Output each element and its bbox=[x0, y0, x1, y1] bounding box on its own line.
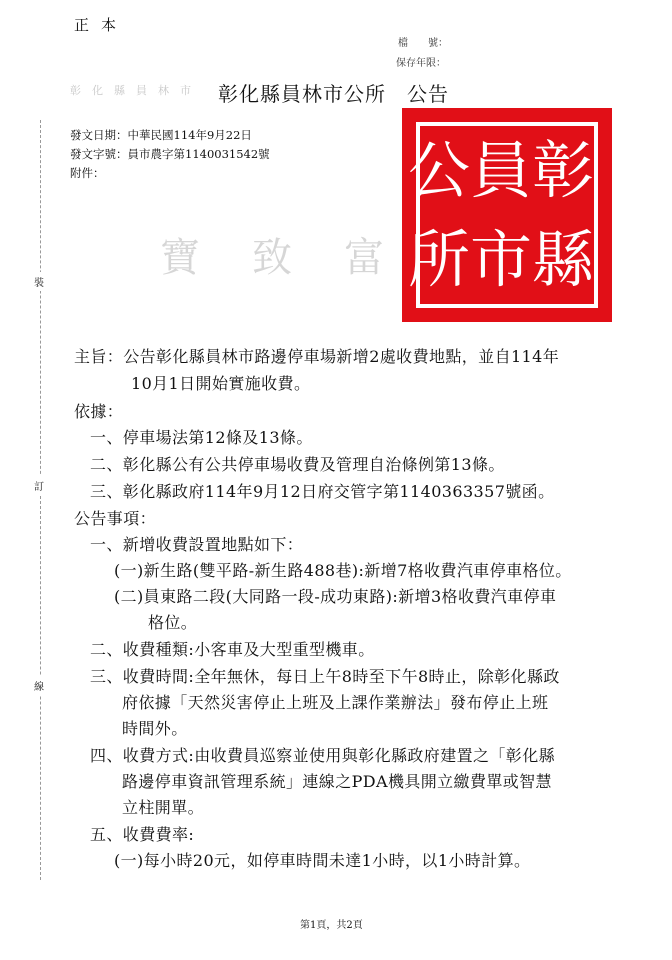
bleed-through-stamp: 寶 致 富 bbox=[160, 235, 390, 281]
margin-mark-xian: 線 bbox=[34, 676, 44, 695]
announcement-item: 五、收費費率: bbox=[90, 825, 195, 844]
announcement-item: 三、收費時間:全年無休，每日上午8時至下午8時止，除彰化縣政 bbox=[90, 667, 560, 686]
retention-label: 保存年限： bbox=[396, 58, 446, 69]
announcement-item: 路邊停車資訊管理系統」連線之PDA機具開立繳費單或智慧 bbox=[122, 772, 552, 791]
announcement-subitem: (一)每小時20元，如停車時間未達1小時，以1小時計算。 bbox=[114, 851, 531, 870]
basis-heading: 依據： bbox=[74, 402, 124, 421]
announcement-subitem: 格位。 bbox=[148, 613, 198, 632]
seal-char: 市 bbox=[469, 222, 532, 296]
subject-line: 10月1日開始實施收費。 bbox=[131, 374, 311, 393]
seal-char: 所 bbox=[407, 222, 470, 296]
issue-date: 發文日期：中華民國114年9月22日 bbox=[70, 128, 252, 142]
document-title: 彰化縣員林市公所 公告 bbox=[218, 82, 449, 106]
subject-line: 主旨：公告彰化縣員林市路邊停車場新增2處收費地點，並自114年 bbox=[74, 347, 560, 366]
copy-type-label: 正本 bbox=[74, 16, 129, 34]
announcement-item: 二、收費種類:小客車及大型重型機車。 bbox=[90, 640, 375, 659]
document-number: 發文字號：員市農字第1140031542號 bbox=[70, 147, 270, 161]
announcement-item: 四、收費方式:由收費員巡察並使用與彰化縣政府建置之「彰化縣 bbox=[90, 746, 555, 765]
attachment-label: 附件： bbox=[70, 166, 105, 180]
official-seal bbox=[402, 108, 612, 322]
announcement-item: 時間外。 bbox=[122, 719, 188, 738]
binding-margin-line bbox=[40, 120, 41, 880]
announcement-subitem: (一)新生路(雙平路-新生路488巷):新增7格收費汽車停車格位。 bbox=[114, 561, 572, 580]
announcement-item: 一、新增收費設置地點如下： bbox=[90, 535, 304, 554]
basis-item: 三、彰化縣政府114年9月12日府交管字第1140363357號函。 bbox=[90, 482, 555, 501]
basis-item: 二、彰化縣公有公共停車場收費及管理自治條例第13條。 bbox=[90, 455, 505, 474]
seal-char: 公 bbox=[407, 133, 470, 207]
announcement-heading: 公告事項： bbox=[74, 509, 157, 528]
file-number-label: 檔 號： bbox=[398, 38, 448, 49]
seal-char: 員 bbox=[469, 133, 532, 207]
announcement-item: 府依據「天然災害停止上班及上課作業辦法」發布停止上班 bbox=[122, 693, 549, 712]
margin-mark-zhuang: 裝 bbox=[34, 272, 44, 291]
margin-mark-ding: 訂 bbox=[34, 476, 44, 495]
page-number: 第1頁，共2頁 bbox=[300, 920, 363, 931]
basis-item: 一、停車場法第12條及13條。 bbox=[90, 428, 313, 447]
seal-char: 縣 bbox=[531, 222, 594, 296]
seal-char: 彰 bbox=[531, 133, 594, 207]
announcement-item: 立柱開單。 bbox=[122, 798, 205, 817]
announcement-subitem: (二)員東路二段(大同路一段-成功東路):新增3格收費汽車停車 bbox=[114, 587, 557, 606]
bleed-through-text: 彰 化 縣 員 林 市 bbox=[70, 84, 191, 97]
